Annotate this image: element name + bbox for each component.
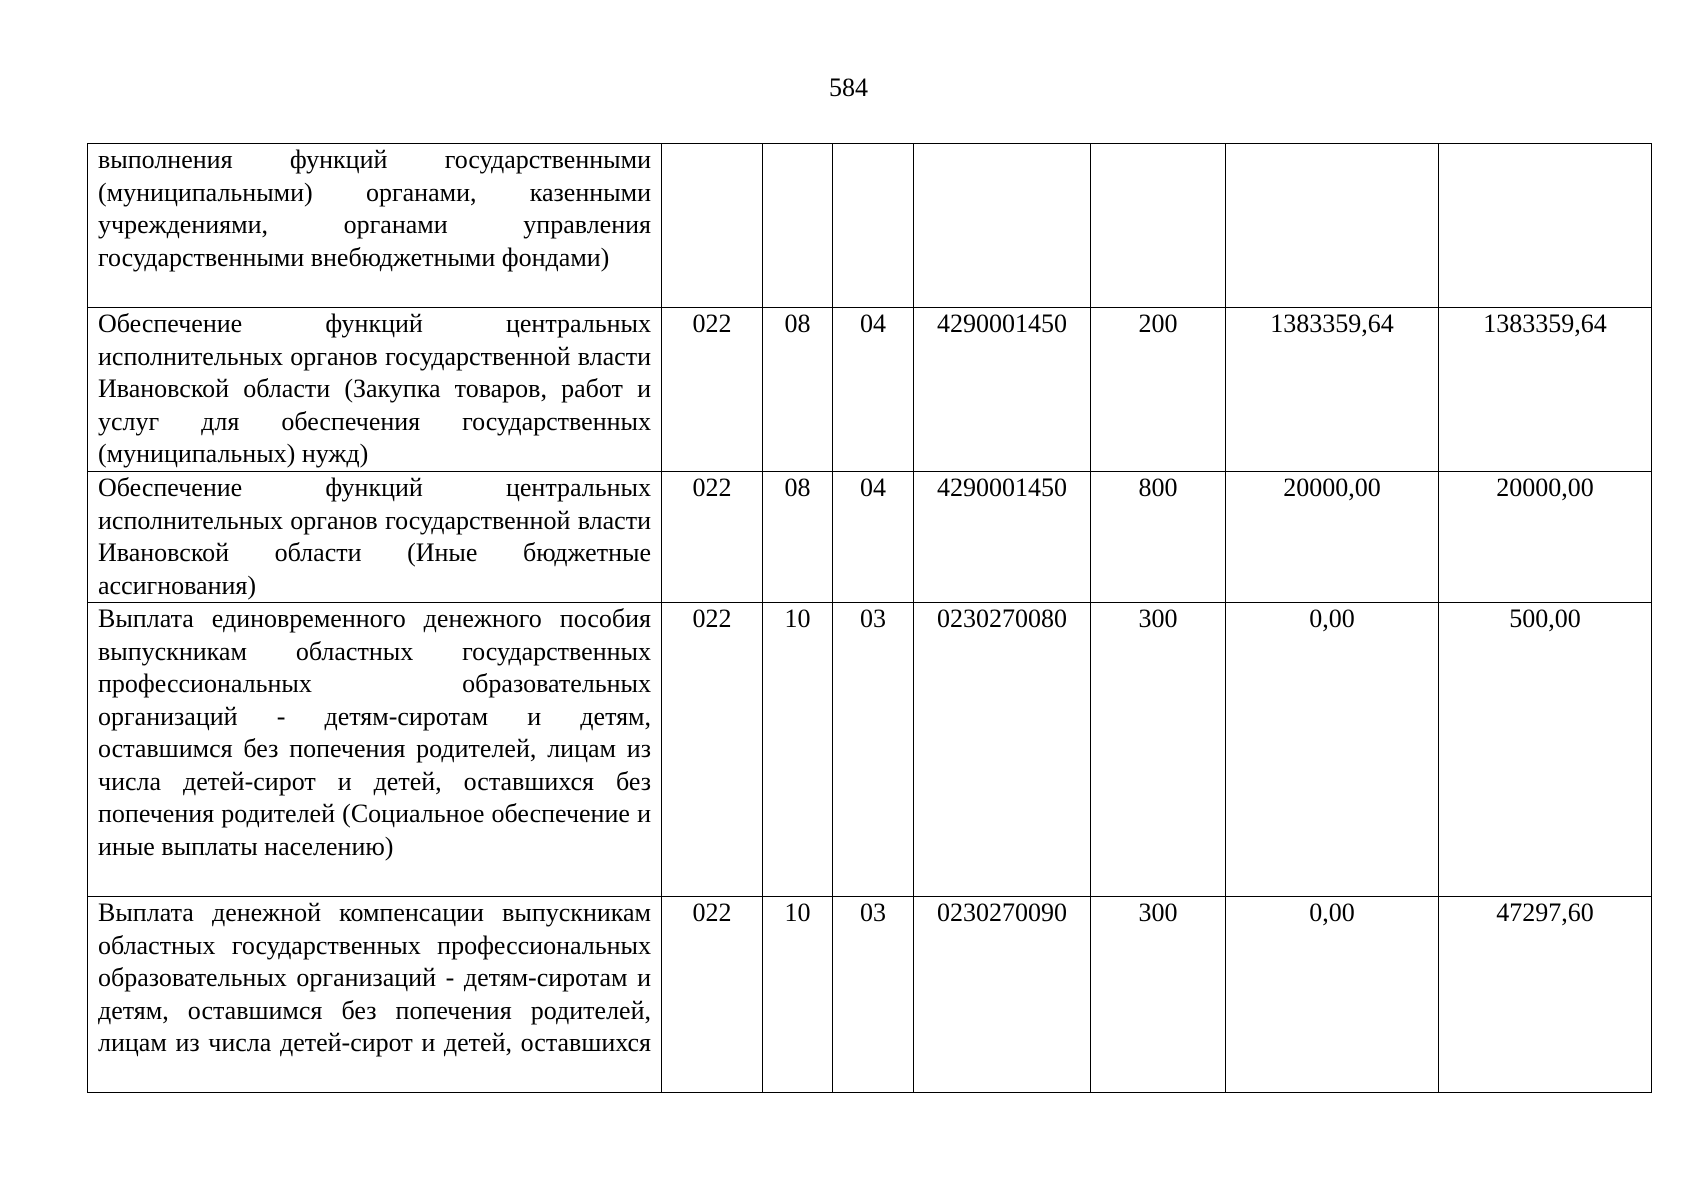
amount-cell [1226, 144, 1439, 308]
section-code-cell: 10 [763, 603, 833, 897]
amount-cell: 47297,60 [1439, 897, 1652, 1093]
table-row [88, 144, 1652, 308]
ministry-code-cell [662, 144, 763, 308]
target-article-cell: 4290001450 [914, 308, 1091, 472]
amount-cell: 1383359,64 [1226, 308, 1439, 472]
section-code-cell [763, 144, 833, 308]
ministry-code-cell: 022 [662, 897, 763, 1093]
page-number: 584 [829, 73, 868, 102]
table-row [88, 603, 1652, 897]
amount-cell [1439, 144, 1652, 308]
target-article-cell: 0230270080 [914, 603, 1091, 897]
amount-cell: 0,00 [1226, 897, 1439, 1093]
amount-cell: 1383359,64 [1439, 308, 1652, 472]
subsection-code-cell: 04 [833, 472, 914, 603]
amount-cell: 500,00 [1439, 603, 1652, 897]
subsection-code-cell: 03 [833, 897, 914, 1093]
description-cell: выполнения функций государственными (муниципальными) органами, казенными учреждениями, органами управления государственными внебюджетными фондами) [88, 144, 662, 308]
description-cell: Выплата единовременного денежного пособия выпускникам областных государственных профессиональных образовательных организаций - детям-сиротам и детям, оставшимся без попечения родителей, лицам из числа детей-сирот и детей, оставшихся без попечения родителей (Социальное обеспечение и иные выплаты населению) [88, 603, 662, 897]
expense-type-cell [1091, 144, 1226, 308]
description-cell: Обеспечение функций центральных исполнительных органов государственной власти Ивановской области (Иные бюджетные ассигнования) [88, 472, 662, 603]
table-row [88, 308, 1652, 472]
table-row [88, 472, 1652, 603]
description-cell [88, 897, 662, 1093]
amount-cell: 20000,00 [1226, 472, 1439, 603]
ministry-code-cell: 022 [662, 603, 763, 897]
subsection-code-cell: 03 [833, 603, 914, 897]
table-row [88, 897, 1652, 1093]
ministry-code-cell: 022 [662, 308, 763, 472]
subsection-code-cell: 04 [833, 308, 914, 472]
section-code-cell: 08 [763, 472, 833, 603]
target-article-cell: 0230270090 [914, 897, 1091, 1093]
ministry-code-cell: 022 [662, 472, 763, 603]
expense-type-cell: 800 [1091, 472, 1226, 603]
budget-table [87, 143, 1652, 1093]
target-article-cell [914, 144, 1091, 308]
subsection-code-cell [833, 144, 914, 308]
amount-cell: 20000,00 [1439, 472, 1652, 603]
section-code-cell: 10 [763, 897, 833, 1093]
target-article-cell: 4290001450 [914, 472, 1091, 603]
expense-type-cell: 300 [1091, 897, 1226, 1093]
amount-cell: 0,00 [1226, 603, 1439, 897]
expense-type-cell: 300 [1091, 603, 1226, 897]
section-code-cell: 08 [763, 308, 833, 472]
description-text: Выплата денежной компенсации выпускникам областных государственных профессиональных образовательных организаций - детям-сиротам и детям, оставшимся без попечения родителей, лицам из числа детей-сирот и детей, оставшихся [98, 898, 651, 1057]
description-cell: Обеспечение функций центральных исполнительных органов государственной власти Ивановской области (Закупка товаров, работ и услуг для обеспечения государственных (муниципальных) нужд) [88, 308, 662, 472]
expense-type-cell: 200 [1091, 308, 1226, 472]
